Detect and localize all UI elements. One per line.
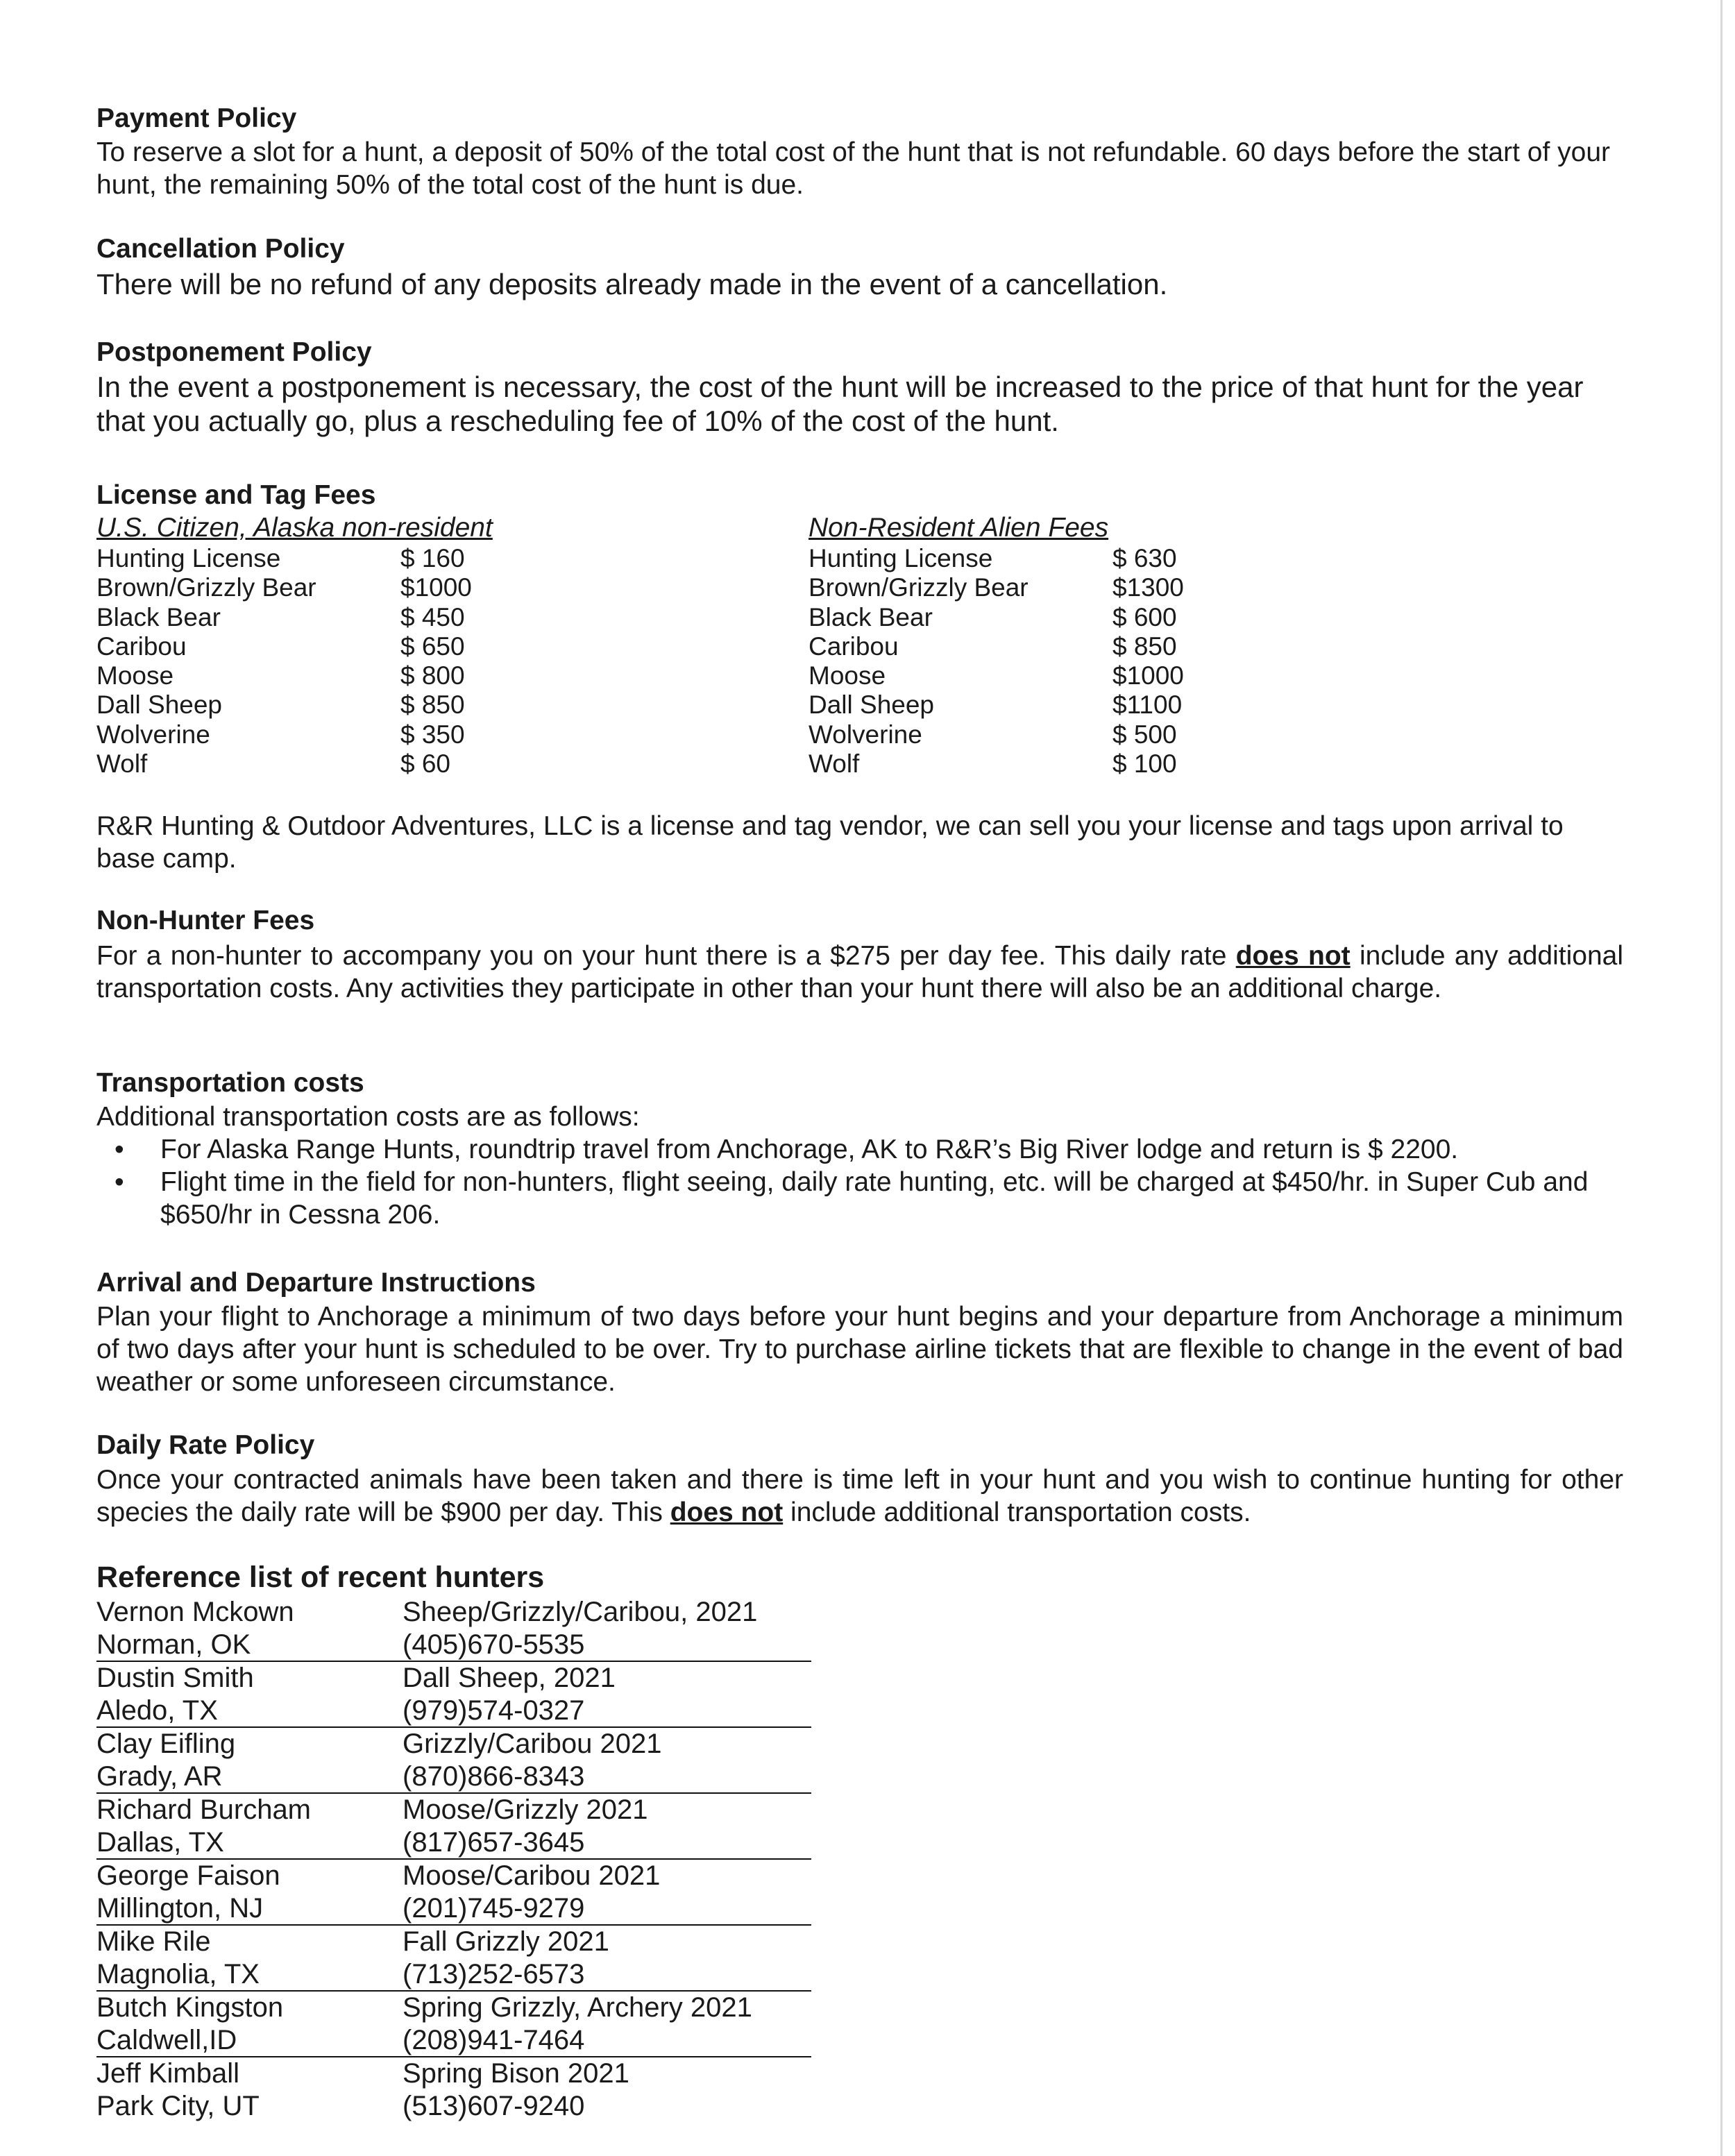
fee-name: Black Bear xyxy=(809,602,933,631)
hunter-location: Caldwell,ID xyxy=(96,2024,237,2055)
hunter-phone: (201)745-9279 xyxy=(403,1892,585,1924)
hunter-phone: (979)574-0327 xyxy=(403,1695,585,1726)
fee-price: $ 60 xyxy=(400,749,451,779)
reference-line-2 xyxy=(96,1695,811,1729)
fee-name: Caribou xyxy=(96,631,187,661)
fee-name: Dall Sheep xyxy=(809,690,935,720)
hunt-description: Grizzly/Caribou 2021 xyxy=(403,1729,662,1759)
fee-price: $ 630 xyxy=(1112,544,1177,572)
payment-policy-heading: Payment Policy xyxy=(96,103,297,133)
fee-name: Wolf xyxy=(809,749,860,779)
hunter-location: Aledo, TX xyxy=(96,1695,218,1726)
fee-row xyxy=(96,749,527,779)
fee-name: Brown/Grizzly Bear xyxy=(809,573,1029,602)
reference-entry xyxy=(96,1662,811,1728)
alien-fees-table xyxy=(809,512,1239,779)
references-list xyxy=(96,1596,811,2122)
hunt-description: Moose/Caribou 2021 xyxy=(403,1860,661,1891)
fee-row xyxy=(809,573,1239,602)
fee-row xyxy=(809,661,1239,690)
nonhunter-fees-text xyxy=(96,940,1623,1005)
transportation-bullet-item xyxy=(96,1133,1623,1166)
bullet-dot: • xyxy=(115,1167,124,1197)
license-vendor-text: R&R Hunting & Outdoor Adventures, LLC is a license and tag vendor, we can sell you your license and tags upon arrival to base camp. xyxy=(96,811,1564,874)
reference-line-1 xyxy=(96,1860,811,1892)
hunter-name: Butch Kingston xyxy=(96,1992,284,2023)
hunt-description: Dall Sheep, 2021 xyxy=(403,1663,616,1693)
hunter-name: George Faison xyxy=(96,1860,280,1891)
fee-price: $ 350 xyxy=(400,720,465,749)
reference-entry xyxy=(96,1926,811,1992)
fee-row xyxy=(96,720,527,749)
reference-line-2 xyxy=(96,1892,811,1926)
daily-emphasis: does not xyxy=(670,1497,784,1527)
nonhunter-emphasis: does not xyxy=(1235,941,1351,971)
fee-name: Black Bear xyxy=(96,602,221,631)
fee-price: $1100 xyxy=(1112,690,1183,720)
fee-row xyxy=(96,603,527,632)
reference-line-1 xyxy=(96,1926,811,1958)
fee-price: $ 450 xyxy=(400,602,465,631)
fee-price: $ 500 xyxy=(1112,720,1177,749)
arrival-text: Plan your flight to Anchorage a minimum of two days before your hunt begins and your departure from Anchorage a minimum of two days after your hunt is scheduled to be over. Try to purchase airline tickets that are flexible to change in the event of bad weather or some unforeseen circumstance. xyxy=(96,1302,1623,1397)
fee-price: $1000 xyxy=(400,573,472,602)
reference-entry xyxy=(96,1860,811,1926)
fee-row xyxy=(96,573,527,602)
transportation-intro: Additional transportation costs are as follows: xyxy=(96,1102,640,1132)
reference-line-2 xyxy=(96,2024,811,2058)
fee-name: Hunting License xyxy=(809,544,993,572)
hunter-name: Vernon Mckown xyxy=(96,1597,294,1627)
fee-name: Caribou xyxy=(809,631,899,661)
reference-line-2 xyxy=(96,2090,811,2123)
hunter-location: Norman, OK xyxy=(96,1629,251,1660)
daily-text-b: include additional transportation costs. xyxy=(783,1497,1251,1527)
cancellation-policy-heading: Cancellation Policy xyxy=(96,234,345,264)
hunter-phone: (208)941-7464 xyxy=(403,2024,585,2055)
bullet-text: For Alaska Range Hunts, roundtrip travel from Anchorage, AK to R&R’s Big River lodge and return is $ 2200. xyxy=(160,1135,1459,1164)
fee-price: $1000 xyxy=(1112,661,1184,690)
reference-line-1 xyxy=(96,2057,811,2090)
reference-line-1 xyxy=(96,1596,811,1629)
daily-rate-heading: Daily Rate Policy xyxy=(96,1430,315,1460)
fee-name: Moose xyxy=(809,661,886,690)
reference-line-1 xyxy=(96,1992,811,2024)
fee-row xyxy=(809,632,1239,661)
fee-row xyxy=(96,661,527,690)
scan-edge xyxy=(1720,0,1723,2156)
fee-price: $ 100 xyxy=(1112,749,1177,779)
hunter-name: Dustin Smith xyxy=(96,1663,254,1693)
hunter-location: Dallas, TX xyxy=(96,1826,224,1858)
fee-price: $ 850 xyxy=(400,690,465,720)
fee-price: $ 160 xyxy=(400,544,465,572)
reference-line-2 xyxy=(96,1826,811,1860)
reference-entry xyxy=(96,1992,811,2057)
hunter-phone: (817)657-3645 xyxy=(403,1826,585,1858)
references-heading: Reference list of recent hunters xyxy=(96,1561,545,1594)
hunter-location: Grady, AR xyxy=(96,1760,223,1792)
daily-text-a: Once your contracted animals have been taken and there is time left in your hunt and you wish to continue hunting for other species the daily rate will be $900 per day. This xyxy=(96,1465,1623,1527)
fee-row xyxy=(809,544,1239,573)
reference-line-1 xyxy=(96,1728,811,1760)
hunter-phone: (713)252-6573 xyxy=(403,1958,585,1989)
hunt-description: Sheep/Grizzly/Caribou, 2021 xyxy=(403,1597,758,1627)
reference-entry xyxy=(96,2057,811,2122)
fee-name: Brown/Grizzly Bear xyxy=(96,573,316,602)
bullet-dot: • xyxy=(115,1135,124,1164)
fee-price: $ 800 xyxy=(400,661,465,690)
resident-fees-table xyxy=(96,512,527,779)
fee-row xyxy=(96,632,527,661)
fee-name: Hunting License xyxy=(96,544,281,572)
transportation-bullets xyxy=(96,1133,1623,1231)
fee-name: Wolverine xyxy=(96,720,210,749)
arrival-heading: Arrival and Departure Instructions xyxy=(96,1268,536,1298)
fee-row xyxy=(809,720,1239,749)
daily-rate-text xyxy=(96,1463,1623,1529)
fee-row xyxy=(809,690,1239,720)
reference-line-1 xyxy=(96,1794,811,1826)
hunt-description: Spring Bison 2021 xyxy=(403,2058,629,2089)
reference-entry xyxy=(96,1596,811,1662)
hunter-name: Richard Burcham xyxy=(96,1794,312,1825)
reference-entry xyxy=(96,1794,811,1860)
fee-name: Wolf xyxy=(96,749,148,779)
fee-row xyxy=(809,603,1239,632)
hunter-location: Magnolia, TX xyxy=(96,1958,260,1989)
fee-row xyxy=(809,749,1239,779)
hunter-name: Jeff Kimball xyxy=(96,2058,240,2089)
fee-name: Dall Sheep xyxy=(96,690,223,720)
transportation-heading: Transportation costs xyxy=(96,1068,364,1098)
fee-price: $ 650 xyxy=(400,631,465,661)
hunter-name: Clay Eifling xyxy=(96,1729,236,1759)
transportation-bullet-item xyxy=(96,1166,1623,1231)
postponement-policy-heading: Postponement Policy xyxy=(96,337,372,367)
cancellation-policy-text: There will be no refund of any deposits already made in the event of a cancellation. xyxy=(96,268,1168,300)
reference-line-1 xyxy=(96,1662,811,1695)
reference-entry xyxy=(96,1728,811,1794)
hunt-description: Moose/Grizzly 2021 xyxy=(403,1794,648,1825)
nonhunter-text-b: include any additional transportation costs. Any activities they participate in other than your hunt there will also be an additional charge. xyxy=(96,941,1624,1003)
fee-name: Moose xyxy=(96,661,174,690)
reference-line-2 xyxy=(96,1958,811,1992)
hunt-description: Spring Grizzly, Archery 2021 xyxy=(403,1992,752,2023)
hunter-phone: (870)866-8343 xyxy=(403,1760,585,1792)
hunter-location: Park City, UT xyxy=(96,2090,260,2121)
bullet-text: Flight time in the field for non-hunters, flight seeing, daily rate hunting, etc. will be charged at $450/hr. in Super Cub and $650/hr in Cessna 206. xyxy=(160,1167,1589,1230)
resident-fees-title: U.S. Citizen, Alaska non-resident xyxy=(96,513,493,543)
reference-line-2 xyxy=(96,1760,811,1794)
hunter-name: Mike Rile xyxy=(96,1926,211,1957)
payment-policy-text: To reserve a slot for a hunt, a deposit of 50% of the total cost of the hunt that is not refundable. 60 days before the start of your hunt, the remaining 50% of the total cost of the hunt is due. xyxy=(96,137,1610,200)
postponement-policy-text: In the event a postponement is necessary, the cost of the hunt will be increased to the price of that hunt for the year that you actually go, plus a rescheduling fee of 10% of the cost of the hunt. xyxy=(96,371,1584,437)
fee-row xyxy=(96,690,527,720)
hunter-phone: (513)607-9240 xyxy=(403,2090,585,2121)
nonhunter-fees-heading: Non-Hunter Fees xyxy=(96,906,315,935)
fee-row xyxy=(96,544,527,573)
hunter-location: Millington, NJ xyxy=(96,1892,264,1924)
hunt-description: Fall Grizzly 2021 xyxy=(403,1926,609,1957)
license-fees-heading: License and Tag Fees xyxy=(96,480,376,510)
nonhunter-text-a: For a non-hunter to accompany you on your hunt there is a $275 per day fee. This daily rate xyxy=(96,941,1236,971)
fee-price: $ 600 xyxy=(1112,602,1177,631)
fee-price: $ 850 xyxy=(1112,631,1177,661)
alien-fees-title: Non-Resident Alien Fees xyxy=(809,513,1109,543)
fee-name: Wolverine xyxy=(809,720,922,749)
reference-line-2 xyxy=(96,1629,811,1663)
fee-price: $1300 xyxy=(1112,573,1184,602)
hunter-phone: (405)670-5535 xyxy=(403,1629,585,1660)
